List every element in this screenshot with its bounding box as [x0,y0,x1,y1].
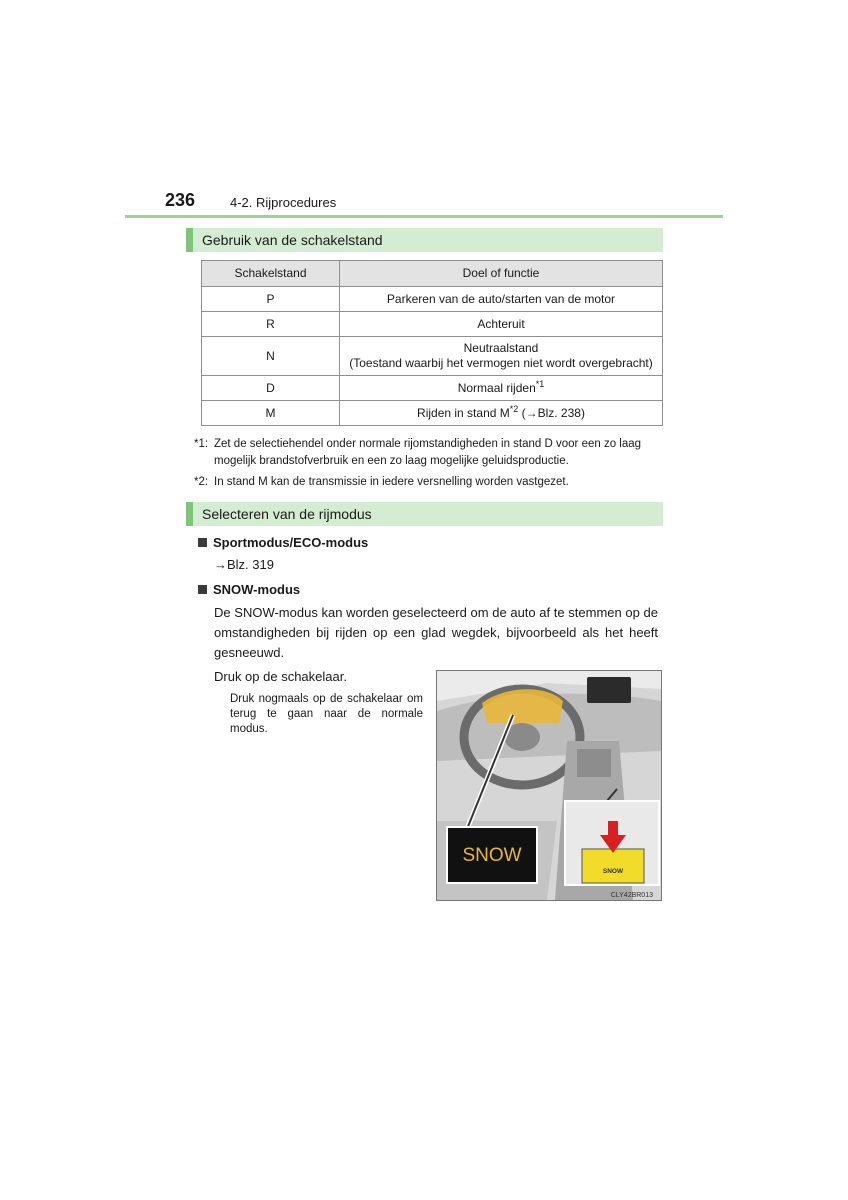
footnote-text: Zet de selectiehendel onder normale rijomstandigheden in stand D voor een zo laag mogelijk brandstofverbruik en een zo laag mogelijke geluidsproductie. [214,438,642,467]
item-heading-text: Sportmodus/ECO-modus [213,535,369,550]
page-reference: →Blz. 319 [214,557,274,572]
function-cell [340,401,663,426]
footnote-2 [194,474,664,492]
gear-cell: M [202,401,340,426]
instruction-note: Druk nogmaals op de schakelaar om terug te gaan naar de normale modus. [230,693,423,735]
footnote-1 [194,436,664,472]
cockpit-drawing [437,671,661,900]
item-heading-text: SNOW-modus [213,582,301,597]
bullet-square-icon [198,538,207,547]
function-cell [340,376,663,401]
gear-cell: R [202,312,340,337]
footnote-mark: *1: [194,438,209,450]
gear-cell: P [202,287,340,312]
column-header-gear: Schakelstand [202,261,340,287]
function-text: Normaal rijden [457,380,536,395]
table-row [202,312,663,337]
dashboard-illustration [436,670,662,901]
gear-cell: N [202,337,340,376]
table-row [202,401,663,426]
item-heading-sport-eco [198,535,368,550]
table-row [202,376,663,401]
footnote-text: In stand M kan de transmissie in iedere versnelling worden vastgezet. [214,476,569,488]
function-cell: Parkeren van de auto/starten van de motor [340,287,663,312]
gear-position-table [201,260,663,426]
snow-switch-button [582,849,644,883]
gear-cell: D [202,376,340,401]
column-header-function: Doel of functie [340,261,663,287]
function-cell: Achteruit [340,312,663,337]
chapter-title: 4-2. Rijprocedures [230,195,337,210]
instruction-text: Druk op de schakelaar. [214,669,347,684]
bullet-square-icon [198,585,207,594]
section-heading-drive-mode [186,502,663,526]
table-row [202,287,663,312]
section-title: Gebruik van de schakelstand [202,232,383,248]
header-divider [125,215,723,218]
section-heading-gear-usage [186,228,663,252]
function-text-line2: (Toestand waarbij het vermogen niet wordt overgebracht) [349,356,653,370]
function-text: Rijden in stand M [417,405,510,420]
footnote-ref: *2 [509,403,519,414]
snow-switch-label: SNOW [602,868,624,875]
table-header-row [202,261,663,287]
footnote-mark: *2: [194,476,209,488]
snow-display-text: SNOW [462,845,522,866]
footnote-ref: *1 [535,378,545,389]
item-heading-snow [198,582,300,597]
page-number: 236 [165,190,196,210]
function-cell [340,337,663,376]
function-text: Neutraalstand [463,341,539,355]
section-title: Selecteren van de rijmodus [202,506,372,522]
page-reference: (→Blz. 238) [518,405,585,420]
figure-code: CLY42BR013 [610,892,653,899]
snow-mode-description: De SNOW-modus kan worden geselecteerd om de auto af te stemmen op de omstandigheden bij rijden op een glad wegdek, bijvoorbeeld als het heeft gesneeuwd. [214,605,658,660]
table-row [202,337,663,376]
